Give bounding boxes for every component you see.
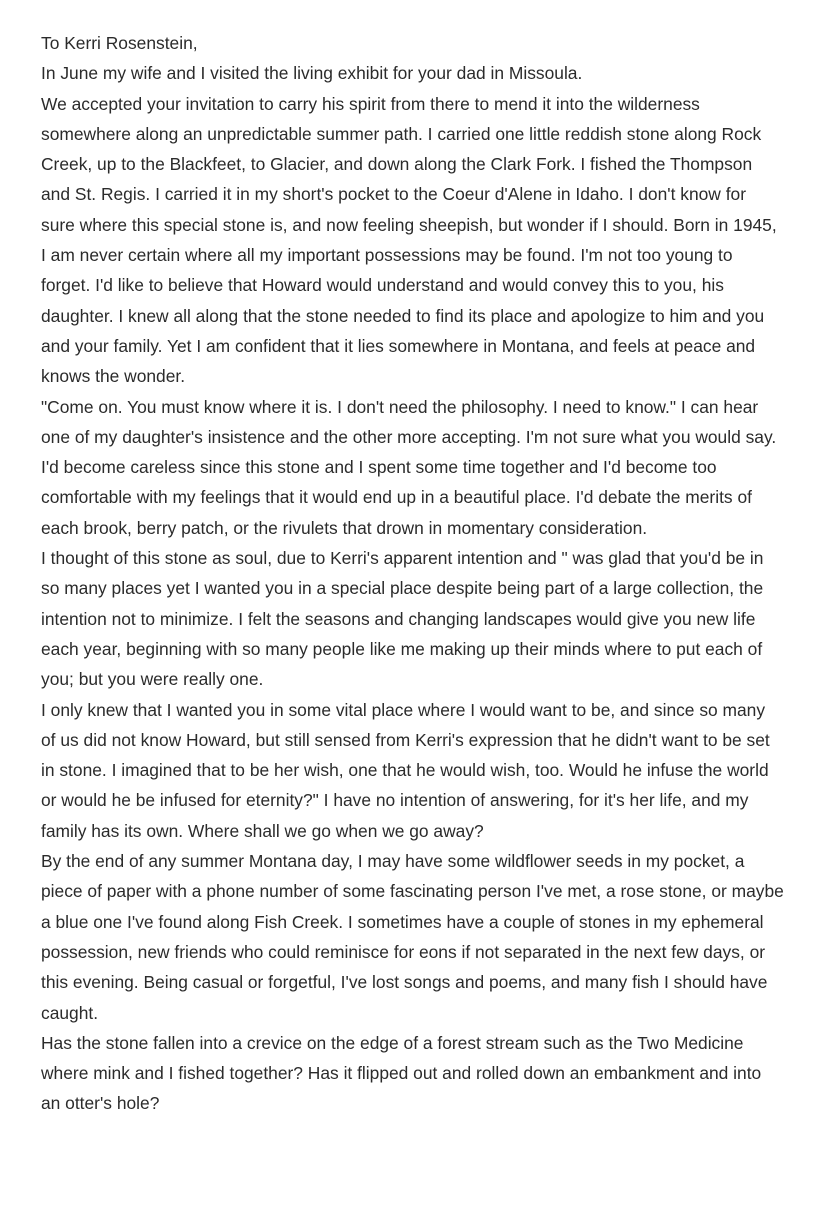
paragraph-6: I only knew that I wanted you in some vital place where I would want to be, and since so many of us did not know Howard, but still sensed from Kerri's expression that he didn't want to be set in stone. I imagined that to be her wish, one that he would wish, too. Would he infuse the world or would he be infused for eternity?" I have no intention of answering, for it's her life, and my family has its own. Where shall we go when we go away? [41, 699, 770, 841]
salutation: To Kerri Rosenstein, [41, 33, 198, 53]
paragraph-5: I thought of this stone as soul, due to Kerri's apparent intention and " was glad that you'd be in so many places yet I wanted you in a special place despite being part of a large collection, the intention not to minimize. I felt the seasons and changing landscapes would give you new life each year, beginning with so many people like me making up their minds where to put each of you; but you were really one. [41, 548, 764, 690]
paragraph-3: "Come on. You must know where it is. I don't need the philosophy. I need to know." I can hear one of my daughter's insistence and the other more accepting. I'm not sure what you would say. [41, 396, 777, 447]
paragraph-8: Has the stone fallen into a crevice on the edge of a forest stream such as the Two Medicine where mink and I fished together? Has it flipped out and rolled down an embankment and into an otter's hole? [41, 1032, 762, 1114]
paragraph-2: We accepted your invitation to carry his spirit from there to mend it into the wilderness somewhere along an unpredictable summer path. I carried one little reddish stone along Rock Creek, up to the Blackfeet, to Glacier, and down along the Clark Fork. I fished the Thompson and St. Regis. I carried it in my short's pocket to the Coeur d'Alene in Idaho. I don't know for sure where this special stone is, and now feeling sheepish, but wonder if I should. Born in 1945, I am never certain where all my important possessions may be found. I'm not too young to forget. I'd like to believe that Howard would understand and would convey this to you, his daughter. I knew all along that the stone needed to find its place and apologize to him and you and your family. Yet I am confident that it lies somewhere in Montana, and feels at peace and knows the wonder. [41, 93, 777, 387]
paragraph-7: By the end of any summer Montana day, I may have some wildflower seeds in my pocket, a piece of paper with a phone number of some fascinating person I've met, a rose stone, or maybe a blue one I've found along Fish Creek. I sometimes have a couple of stones in my ephemeral possession, new friends who could reminisce for eons if not separated in the next few days, or this evening. Being casual or forgetful, I've lost songs and poems, and many fish I should have caught. [41, 851, 784, 1023]
paragraph-4: I'd become careless since this stone and I spent some time together and I'd become too comfortable with my feelings that it would end up in a beautiful place. I'd debate the merits of each brook, berry patch, or the rivulets that drown in momentary consideration. [41, 457, 752, 538]
paragraph-1: In June my wife and I visited the living exhibit for your dad in Missoula. [41, 63, 583, 84]
